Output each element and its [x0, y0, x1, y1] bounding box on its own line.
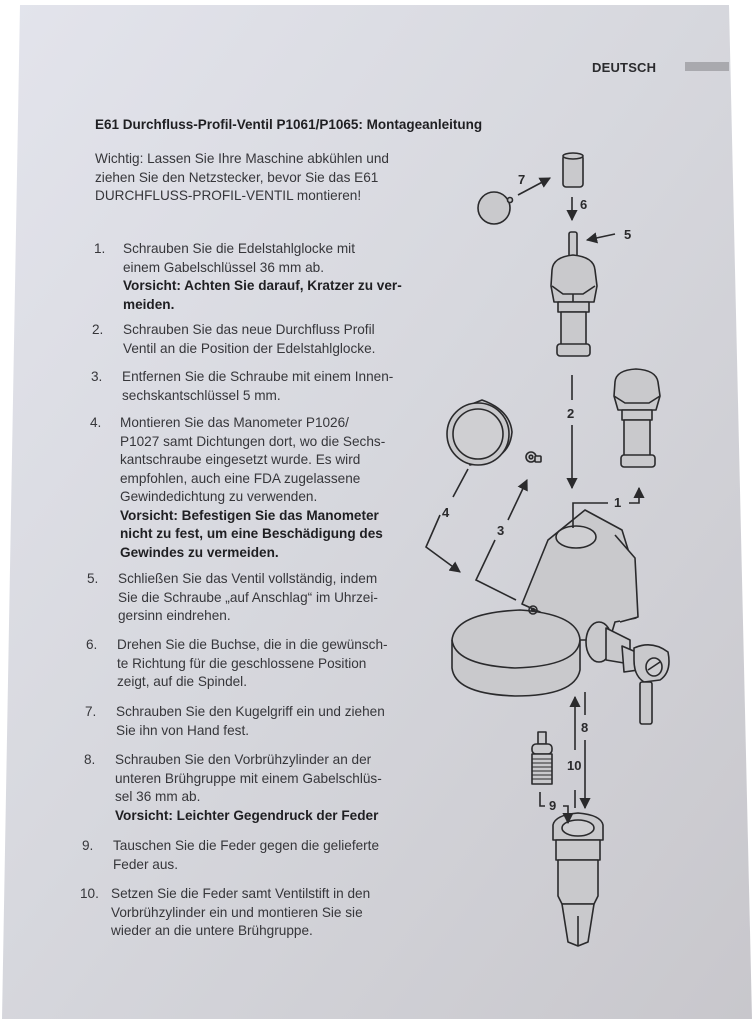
step-text: Drehen Sie die Buchse, die in die gewünsch- — [117, 637, 388, 652]
step-text: Setzen Sie die Feder samt Ventilstift in den — [111, 886, 371, 901]
label-6: 6 — [580, 197, 588, 212]
step-number: 1. — [94, 241, 106, 256]
step-number: 7. — [85, 704, 97, 719]
step-text: wieder an die untere Brühgruppe. — [111, 923, 313, 938]
label-9: 9 — [549, 798, 557, 813]
bushing-icon — [563, 153, 583, 187]
manometer-icon — [447, 400, 512, 465]
step-text: Schließen Sie das Ventil vollständig, indem — [118, 571, 378, 586]
arrow-5 — [587, 234, 615, 240]
step-text: kantschraube eingesetzt wurde. Es wird — [120, 452, 361, 467]
step-text: Entfernen Sie die Schraube mit einem Innen- — [122, 369, 394, 384]
step-number: 8. — [84, 752, 96, 767]
step-text: einem Gabelschlüssel 36 mm ab. — [123, 259, 324, 275]
label-2: 2 — [567, 406, 575, 421]
intro-line: DURCHFLUSS-PROFIL-VENTIL montieren! — [95, 188, 362, 203]
hex-screw-icon — [526, 452, 541, 462]
step-number: 3. — [91, 369, 103, 384]
label-3: 3 — [497, 523, 505, 538]
step-text: Montieren Sie das Manometer P1026/ — [120, 415, 349, 430]
step-number: 5. — [87, 571, 99, 586]
step-text: Schrauben Sie die Edelstahlglocke mit — [123, 241, 355, 256]
arrow-4 — [426, 515, 460, 572]
step-number: 6. — [86, 637, 98, 652]
step-text: sechskantschlüssel 5 mm. — [122, 387, 281, 403]
step-text: te Richtung für die geschlossene Position — [117, 655, 367, 671]
step-text: P1027 samt Dichtungen dort, wo die Sechs- — [120, 433, 386, 449]
label-8: 8 — [581, 720, 589, 735]
label-7: 7 — [518, 172, 526, 187]
step-text: Feder aus. — [113, 856, 178, 872]
label-1: 1 — [614, 495, 622, 510]
stainless-bell-icon — [614, 369, 660, 467]
step-text: gersinn eindrehen. — [118, 608, 231, 623]
preinfusion-cylinder-icon — [553, 813, 603, 946]
step-text: Vorbrühzylinder ein und montieren Sie sie — [111, 904, 363, 920]
step-text: Ventil an die Position der Edelstahlglocke. — [123, 340, 376, 356]
flow-profile-valve-icon — [551, 232, 597, 356]
intro-line: ziehen Sie den Netzstecker, bevor Sie das E61 — [95, 169, 379, 185]
leader-9 — [540, 792, 545, 806]
step-text: Schrauben Sie das neue Durchfluss Profil — [123, 322, 375, 337]
label-5: 5 — [624, 227, 632, 242]
step-number: 9. — [82, 838, 94, 853]
step-warning: Vorsicht: Achten Sie darauf, Kratzer zu ver- — [123, 278, 402, 293]
step-number: 2. — [92, 322, 104, 337]
step-text: Sie die Schraube „auf Anschlag“ im Uhrzei- — [118, 589, 378, 605]
step-text: unteren Brühgruppe mit einem Gabelschlüs- — [115, 770, 382, 786]
step-warning: Vorsicht: Befestigen Sie das Manometer — [120, 507, 379, 523]
spring-valve-pin-icon — [532, 732, 552, 784]
intro-line: Wichtig: Lassen Sie Ihre Maschine abkühlen und — [95, 151, 389, 166]
step-warning: nicht zu fest, um eine Beschädigung des — [120, 526, 383, 541]
leader-4 — [453, 469, 468, 497]
step-text: empfohlen, auch eine FDA zugelassene — [120, 470, 361, 486]
step-text: Schrauben Sie den Vorbrühzylinder an der — [115, 752, 372, 767]
step-text: Tauschen Sie die Feder gegen die gelieferte — [113, 838, 380, 853]
step-warning: meiden. — [123, 296, 175, 312]
step-text: Sie ihn von Hand fest. — [116, 722, 249, 738]
arrow-3 — [508, 480, 527, 520]
step-text: Gewindedichtung zu verwenden. — [120, 489, 318, 504]
ball-knob-icon — [478, 192, 513, 224]
language-label: DEUTSCH — [592, 60, 657, 75]
step-text: sel 36 mm ab. — [115, 789, 201, 804]
label-10: 10 — [567, 758, 582, 773]
step-number: 4. — [90, 415, 102, 430]
leader-3 — [476, 540, 516, 600]
brew-group-icon — [452, 510, 669, 724]
step-warning: Vorsicht: Leichter Gegendruck der Feder — [115, 807, 379, 823]
document-title: E61 Durchfluss-Profil-Ventil P1061/P1065: Montageanleitung — [95, 117, 483, 132]
step-number: 10. — [80, 886, 99, 901]
arrow-1 — [629, 488, 639, 503]
step-text: zeigt, auf die Spindel. — [117, 674, 247, 689]
step-warning: Gewindes zu vermeiden. — [120, 544, 279, 560]
label-4: 4 — [442, 505, 450, 520]
step-text: Schrauben Sie den Kugelgriff ein und ziehen — [116, 704, 385, 719]
